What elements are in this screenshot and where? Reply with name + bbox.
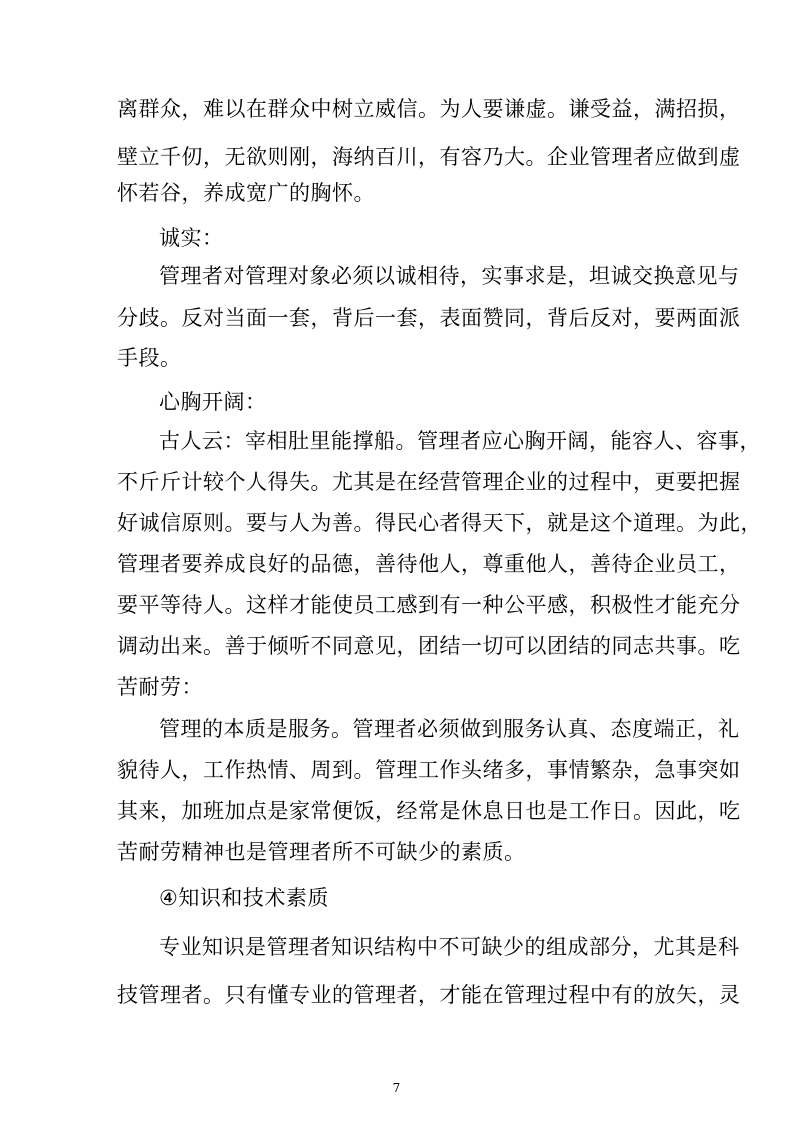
text-line: 手段。 bbox=[117, 346, 182, 370]
text-line: 离群众，难以在群众中树立威信。为人要谦虚。谦受益，满招损， bbox=[117, 97, 741, 121]
text-line: 管理者对管理对象必须以诚相待，实事求是，坦诚交换意见与 bbox=[159, 264, 740, 288]
text-line: 不斤斤计较个人得失。尤其是在经营管理企业的过程中，更要把握 bbox=[117, 470, 741, 494]
text-line: 壁立千仞，无欲则刚，海纳百川，有容乃大。企业管理者应做到虚 bbox=[117, 145, 741, 169]
text-line: 调动出来。善于倾听不同意见，团结一切可以团结的同志共事。吃 bbox=[117, 634, 741, 658]
text-line: 管理的本质是服务。管理者必须做到服务认真、态度端正，礼 bbox=[159, 717, 740, 741]
heading-knowledge-skills: ④知识和技术素质 bbox=[159, 886, 329, 910]
text-line: 其来，加班加点是家常便饭，经常是休息日也是工作日。因此，吃 bbox=[117, 799, 741, 823]
text-line: 管理者要养成良好的品德，善待他人，尊重他人，善待企业员工， bbox=[117, 552, 741, 576]
text-line: 苦耐劳精神也是管理者所不可缺少的素质。 bbox=[117, 840, 526, 864]
text-line: 要平等待人。这样才能使员工感到有一种公平感，积极性才能充分 bbox=[117, 593, 741, 617]
text-line: 怀若谷，养成宽广的胸怀。 bbox=[117, 181, 375, 205]
text-line: 专业知识是管理者知识结构中不可缺少的组成部分，尤其是科 bbox=[159, 935, 740, 959]
heading-open-mind: 心胸开阔： bbox=[159, 390, 267, 414]
page-number: 7 bbox=[392, 1081, 401, 1095]
heading-hardworking: 苦耐劳： bbox=[117, 675, 203, 699]
text-line: 技管理者。只有懂专业的管理者，才能在管理过程中有的放矢，灵 bbox=[117, 983, 741, 1007]
text-line: 貌待人，工作热情、周到。管理工作头绪多，事情繁杂，急事突如 bbox=[117, 758, 741, 782]
text-line: 好诚信原则。要与人为善。得民心者得天下，就是这个道理。为此， bbox=[117, 511, 762, 535]
text-line: 古人云：宰相肚里能撑船。管理者应心胸开阔，能容人、容事， bbox=[159, 429, 761, 453]
text-line: 分歧。反对当面一套，背后一套，表面赞同，背后反对，要两面派 bbox=[117, 306, 741, 330]
heading-integrity: 诚实： bbox=[159, 226, 224, 250]
